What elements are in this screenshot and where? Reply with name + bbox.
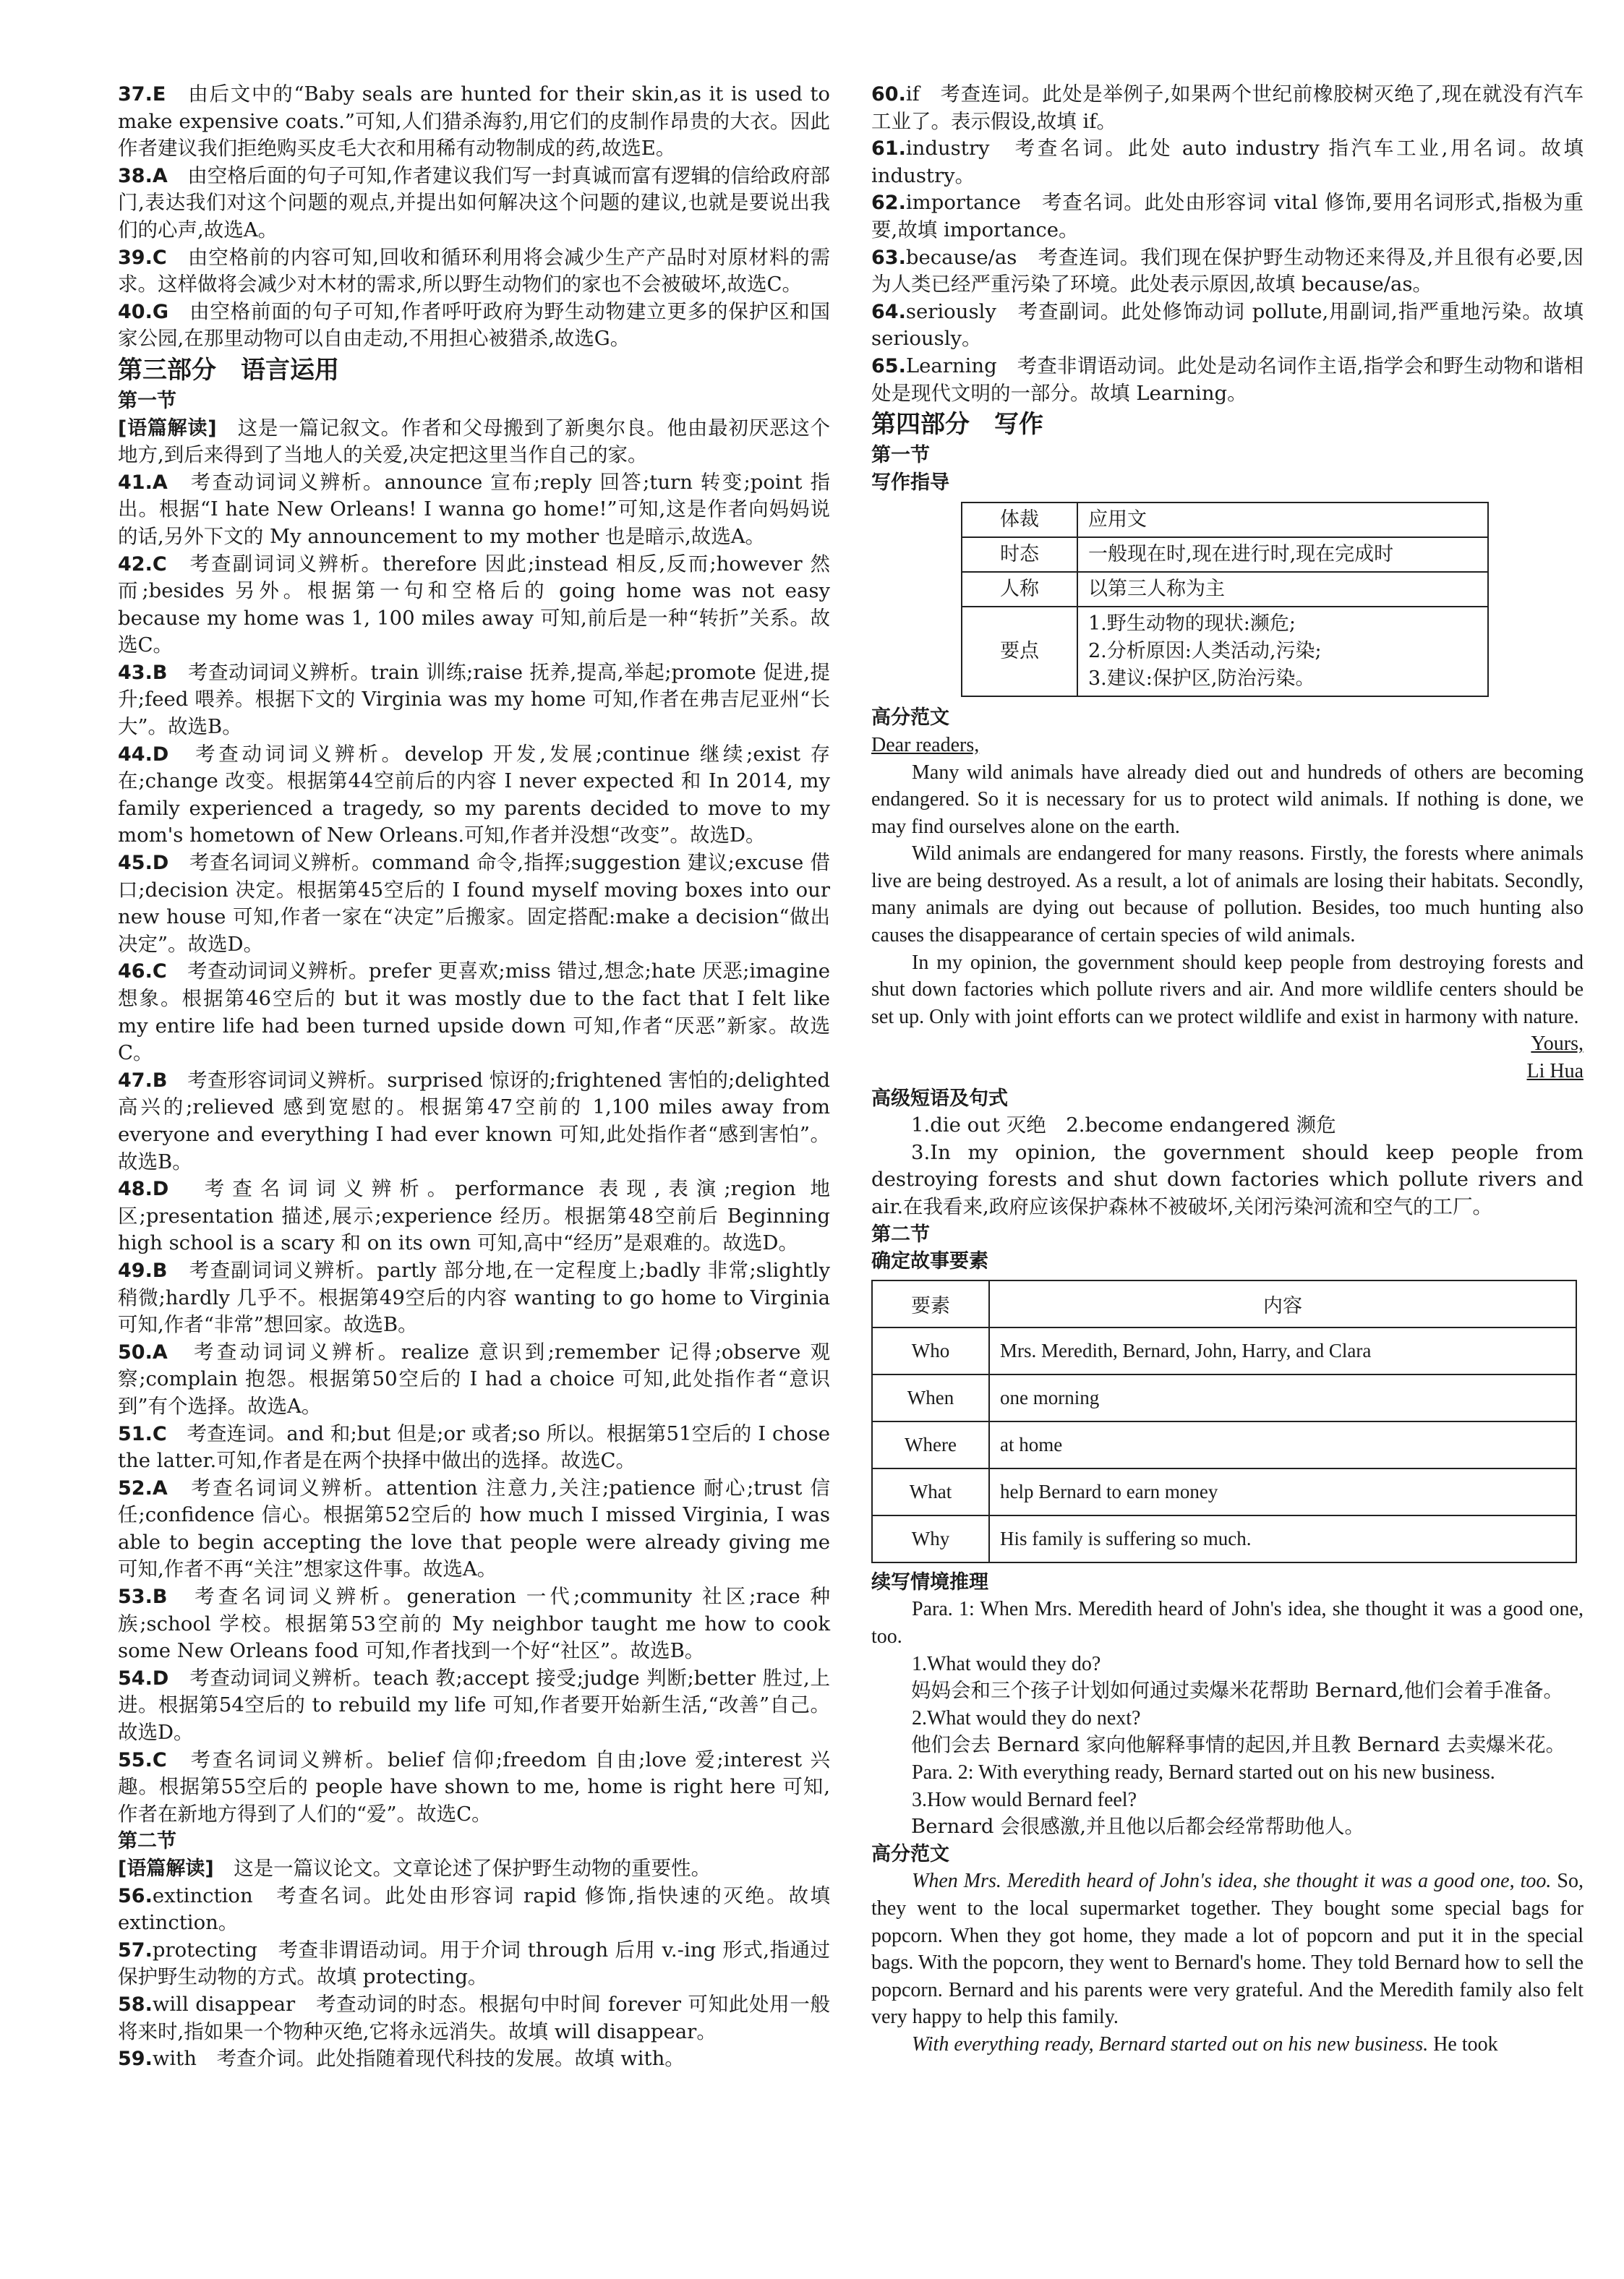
- answer-58: 58.will disappear 考查动词的时态。根据句中时间 forever 可知此处用一般将来时,指如果一个物种灭绝,它将永远消失。故填 will disappear。: [118, 1992, 830, 2043]
- essay-greeting: Dear readers,: [871, 733, 980, 756]
- question-1: 1.What would they do?: [912, 1652, 1101, 1675]
- table-header: 要素 内容: [872, 1280, 1576, 1327]
- answer-46: 46.C 考查动词词义辨析。prefer 更喜欢;miss 错过,想念;hate 厌恶;imagine 想象。根据第46空后的 but it was mostly due to the fact that I felt like my entire life had been turned upside down 可知,作者“厌恶”新家。故选C。: [118, 959, 831, 1065]
- answer-44: 44.D 考查动词词义辨析。develop 开发,发展;continue 继续;exist 存在;change 改变。根据第44空前后的内容 I never expected 和 In 2014, my family experienced a tragedy, so my parents decided to move to my mom's hometown of New Orleans.可知,作者并没想“改变”。故选D。: [118, 742, 831, 847]
- answer-37: 37.E 由后文中的“Baby seals are hunted for their skin,as it is used to make expensive coats.”可知,人们猎杀海豹,用它们的皮制作昂贵的大衣。因此作者建议我们拒绝购买皮毛大衣和用稀有动物制成的药,故选E。: [118, 82, 830, 161]
- story-paragraph-2: With everything ready, Bernard started out on his new business. He took: [912, 2032, 1498, 2056]
- table-row: 要点 1.野生动物的现状:濒危; 2.分析原因:人类活动,污染; 3.建议:保护区,防治污染。: [962, 607, 1488, 696]
- table-row: 时态 一般现在时,现在进行时,现在完成时: [962, 537, 1488, 572]
- question-2: 2.What would they do next?: [912, 1706, 1141, 1729]
- answer-54: 54.D 考查动词词义辨析。teach 教;accept 接受;judge 判断;better 胜过,上进。根据第54空后的 to rebuild my life 可知,作者要开始新生活,“改善”自己。故选D。: [118, 1666, 830, 1745]
- answer-52: 52.A 考查名词词义辨析。attention 注意力,关注;patience 耐心;trust 信任;confidence 信心。根据第52空后的 how much I missed Virginia, I was able to begin accepting the love that people were already giving me 可知,作者不再“关注”想家这件事。故选A。: [118, 1476, 831, 1581]
- reading-analysis-1: [语篇解读] 这是一篇记叙文。作者和父母搬到了新奥尔良。他由最初厌恶这个地方,到后来得到了当地人的关爱,决定把这里当作自己的家。: [118, 416, 831, 467]
- para2-prompt: Para. 2: With everything ready, Bernard started out on his new business.: [912, 1761, 1495, 1784]
- answer-65: 65.Learning 考查非谓语动词。此处是动名词作主语,指学会和野生动物和谐相处是现代文明的一部分。故填 Learning。: [871, 354, 1584, 405]
- answer-43: 43.B 考查动词词义辨析。train 训练;raise 抚养,提高,举起;promote 促进,提升;feed 喂养。根据下文的 Virginia was my home 可知,作者在弗吉尼亚州“长大”。故选B。: [118, 660, 830, 739]
- table-row: Why His family is suffering so much.: [872, 1515, 1576, 1562]
- answer-63: 63.because/as 考查连词。我们现在保护野生动物还来得及,并且很有必要,因为人类已经严重污染了环境。此处表示原因,故填 because/as。: [871, 245, 1584, 296]
- answer-40: 40.G 由空格前面的句子可知,作者呼吁政府为野生动物建立更多的保护区和国家公园,在那里动物可以自由走动,不用担心被猎杀,故选G。: [118, 299, 830, 351]
- answer-61: 61.industry 考查名词。此处 auto industry 指汽车工业,用名词。故填 industry。: [871, 137, 1584, 187]
- phrase-item: 1.die out 灭绝 2.become endangered 濒危: [911, 1113, 1336, 1137]
- answer-41: 41.A 考查动词词义辨析。announce 宣布;reply 回答;turn 转变;point 指出。根据“I hate New Orleans! I wanna go home!”可知,这是作者向妈妈说的话,另外下文的 My announcement to my mother 也是暗示,故选A。: [118, 470, 830, 548]
- table-row: Where at home: [872, 1421, 1576, 1468]
- part3-title: 第三部分 语言运用: [118, 355, 339, 385]
- answer-64: 64.seriously 考查副词。此处修饰动词 pollute,用副词,指严重地污染。故填 seriously。: [871, 299, 1584, 351]
- answer-1: 妈妈会和三个孩子计划如何通过卖爆米花帮助 Bernard,他们会着手准备。: [911, 1679, 1563, 1703]
- essay-signature: Li Hua: [1526, 1060, 1584, 1083]
- writing-guide-title: 写作指导: [871, 471, 949, 494]
- story-model-title: 高分范文: [871, 1842, 949, 1865]
- table-row: When one morning: [872, 1374, 1576, 1421]
- left-column: [118, 81, 830, 2073]
- answer-62: 62.importance 考查名词。此处由形容词 vital 修饰,要用名词形式,指极为重要,故填 importance。: [871, 191, 1584, 241]
- answer-39: 39.C 由空格前的内容可知,回收和循环利用将会减少生产产品时对原材料的需求。这样做将会减少对木材的需求,所以野生动物们的家也不会被破坏,故选C。: [118, 245, 830, 296]
- table-row: Who Mrs. Meredith, Bernard, John, Harry, and Clara: [872, 1327, 1576, 1374]
- phrase-item: 3.In my opinion, the government should keep people from destroying forests and shut down factories which pollute rivers and air.在我看来,政府应该保护森林不被破坏,关闭污染河流和空气的工厂。: [871, 1140, 1584, 1218]
- part4-title: 第四部分 写作: [871, 410, 1043, 440]
- answer-48: 48.D 考查名词词义辨析。performance 表现,表演;region 地区;presentation 描述,展示;experience 经历。根据第48空前后 Beginning high school is a scary 和 on its own 可知,高中“经历”是艰难的。故选D。: [118, 1177, 831, 1255]
- answer-50: 50.A 考查动词词义辨析。realize 意识到;remember 记得;observe 观察;complain 抱怨。根据第50空后的 I had a choice 可知,此处指作者“意识到”有个选择。故选A。: [118, 1340, 830, 1418]
- section-2-title: 第二节: [118, 1830, 176, 1853]
- answer-57: 57.protecting 考查非谓语动词。用于介词 through 后用 v.-ing 形式,指通过保护野生动物的方式。故填 protecting。: [118, 1938, 831, 1989]
- para1-prompt: Para. 1: When Mrs. Meredith heard of John's idea, she thought it was a good one, too.: [871, 1598, 1584, 1648]
- reading-analysis-2: [语篇解读] 这是一篇议论文。文章论述了保护野生动物的重要性。: [118, 1857, 711, 1880]
- question-3: 3.How would Bernard feel?: [912, 1788, 1137, 1811]
- answer-53: 53.B 考查名词词义辨析。generation 一代;community 社区;race 种族;school 学校。根据第53空前的 My neighbor taught me how to cook some New Orleans food 可知,作者找到一个好“社区”。故选B。: [118, 1585, 831, 1663]
- table-row: What help Bernard to earn money: [872, 1468, 1576, 1515]
- section-1-title-right: 第一节: [871, 444, 930, 467]
- essay-paragraph: In my opinion, the government should keep people from destroying forests and shut down factories which pollute rivers and air. And more wildlife centers should be set up. Only with joint efforts can we protect wildlife and exist in harmony with nature.: [871, 951, 1584, 1028]
- answer-55: 55.C 考查名词词义辨析。belief 信仰;freedom 自由;love 爱;interest 兴趣。根据第55空后的 people have shown to me, home is right here 可知,作者在新地方得到了人们的“爱”。故选C。: [118, 1748, 830, 1826]
- table-row: 体裁 应用文: [962, 503, 1488, 537]
- answer-59: 59.with 考查介词。此处指随着现代科技的发展。故填 with。: [118, 2047, 685, 2071]
- essay-paragraph: Wild animals are endangered for many reasons. Firstly, the forests where animals live are being destroyed. As a result, a lot of animals are losing their habitats. Secondly, many animals are dying out because of pollution. Besides, too much hunting also causes the disappearance of certain species of wild animals.: [871, 842, 1584, 947]
- situation-inference-title: 续写情境推理: [871, 1570, 988, 1594]
- essay-paragraph: Many wild animals have already died out and hundreds of others are becoming endangered. So it is necessary for us to protect wild animals. If nothing is done, we may find ourselves alone on the earth.: [871, 761, 1584, 838]
- story-elements-table: [871, 1280, 1577, 1563]
- answer-2: 他们会去 Bernard 家向他解释事情的起因,并且教 Bernard 去卖爆米花。: [911, 1733, 1566, 1757]
- story-elements-title: 确定故事要素: [871, 1250, 988, 1273]
- answer-49: 49.B 考查副词词义辨析。partly 部分地,在一定程度上;badly 非常;slightly 稍微;hardly 几乎不。根据第49空后的内容 wanting to go home to Virginia 可知,作者“非常”想回家。故选B。: [118, 1258, 830, 1337]
- writing-guide-table: [961, 502, 1489, 697]
- answer-47: 47.B 考查形容词词义辨析。surprised 惊讶的;frightened 害怕的;delighted 高兴的;relieved 感到宽慰的。根据第47空前的 1,100 miles away from everyone and everything I had ever known 可知,此处指作者“感到害怕”。故选B。: [118, 1068, 830, 1173]
- answer-3: Bernard 会很感激,并且他以后都会经常帮助他人。: [911, 1815, 1364, 1839]
- answer-56: 56.extinction 考查名词。此处由形容词 rapid 修饰,指快速的灭绝。故填 extinction。: [118, 1884, 830, 1935]
- story-paragraph-1: When Mrs. Meredith heard of John's idea, she thought it was a good one, too. So, they went to the local supermarket together. They bought some special bags for popcorn. When they got home, they made a lot of popcorn and put it in the special bags. With the popcorn, they went to Bernard's home. They told Bernard how to sell the popcorn. Bernard and his parents were very grateful. And the Meredith family also felt very happy to help this family.: [871, 1870, 1584, 2029]
- section-1-title: 第一节: [118, 389, 176, 412]
- phrases-title: 高级短语及句式: [871, 1087, 1008, 1110]
- answer-45: 45.D 考查名词词义辨析。command 命令,指挥;suggestion 建议;excuse 借口;decision 决定。根据第45空后的 I found myself moving boxes into our new house 可知,作者一家在“决定”后搬家。固定搭配:make a decision“做出决定”。故选D。: [118, 851, 830, 956]
- answer-51: 51.C 考查连词。and 和;but 但是;or 或者;so 所以。根据第51空后的 I chose the latter.可知,作者是在两个抉择中做出的选择。故选C。: [118, 1421, 830, 1473]
- section-2-title-right: 第二节: [871, 1223, 930, 1246]
- answer-42: 42.C 考查副词词义辨析。therefore 因此;instead 相反,反而;however 然而;besides 另外。根据第一句和空格后的 going home was not easy because my home was 1, 100 miles away 可知,前后是一种“转折”关系。故选C。: [118, 552, 830, 657]
- essay-closing: Yours,: [1531, 1032, 1584, 1056]
- model-essay-title: 高分范文: [871, 706, 949, 730]
- table-row: 人称 以第三人称为主: [962, 572, 1488, 607]
- right-column: [871, 81, 1584, 2058]
- answer-60: 60.if 考查连词。此处是举例子,如果两个世纪前橡胶树灭绝了,现在就没有汽车工业了。表示假设,故填 if。: [871, 82, 1584, 133]
- answer-38: 38.A 由空格后面的句子可知,作者建议我们写一封真诚而富有逻辑的信给政府部门,表达我们对这个问题的观点,并提出如何解决这个问题的建议,也就是要说出我们的心声,故选A。: [118, 163, 831, 241]
